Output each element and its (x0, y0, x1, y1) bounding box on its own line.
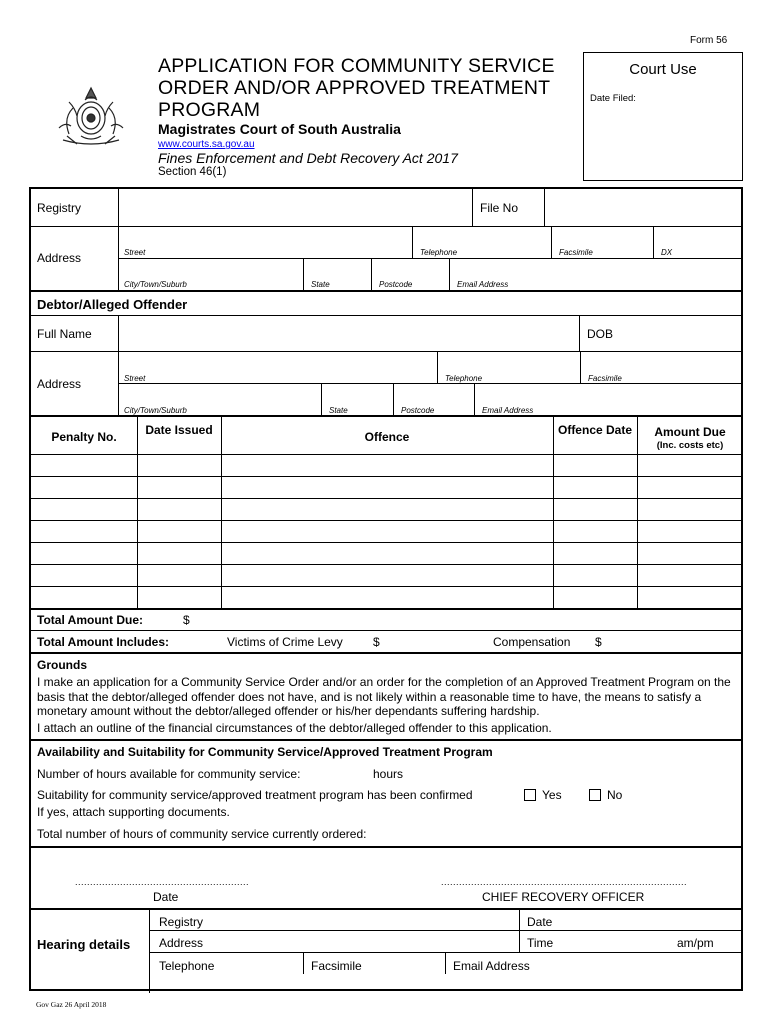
col-amount-due-title: Amount Due (654, 425, 726, 439)
officer-signature-line[interactable]: .................................................................................. (441, 877, 688, 887)
debtor-city-label: City/Town/Suburb (124, 406, 187, 415)
debtor-street-label: Street (124, 374, 146, 383)
hearing-telephone-label: Telephone (159, 959, 215, 973)
form-number: Form 56 (690, 35, 728, 46)
col-penalty-no: Penalty No. (51, 430, 117, 444)
total-includes-label: Total Amount Includes: (37, 635, 169, 649)
col-amount-due (637, 425, 743, 453)
suitability-label: Suitability for community service/approved treatment program has been confirmed (37, 788, 473, 802)
registry-label: Registry (37, 201, 82, 215)
grounds-text: I make an application for a Community Service Order and/or an order for the completion of an Approved Treatment Program on the basis that the debtor/alleged offender does not have, and is not likely within a reasonable time to have, the means to satisfy a monetary amount without the debtor/alleged offender or his/her dependants suffering hardship. (37, 675, 731, 718)
col-date-issued: Date Issued (145, 423, 213, 437)
registry-facsimile-label: Facsimile (559, 248, 593, 257)
compensation-currency: $ (595, 635, 602, 649)
full-name-field[interactable] (119, 315, 579, 351)
date-signature-line[interactable]: .......................................................... (75, 877, 250, 887)
registry-telephone-label: Telephone (420, 248, 458, 257)
debtor-facsimile-label: Facsimile (588, 374, 622, 383)
no-label: No (607, 788, 623, 802)
registry-email-label: Email Address (457, 280, 509, 289)
hours-available-label: Number of hours available for community service: (37, 767, 301, 781)
victims-levy-currency: $ (373, 635, 380, 649)
court-use-title: Court Use (629, 61, 697, 78)
victims-levy-label: Victims of Crime Levy (227, 635, 343, 649)
grounds-attach-text: I attach an outline of the financial circumstances of the debtor/alleged offender to this application. (37, 721, 552, 735)
form-title: APPLICATION FOR COMMUNITY SERVICE ORDER AND/OR APPROVED TREATMENT PROGRAM (158, 55, 555, 121)
hours-unit: hours (373, 767, 404, 781)
debtor-telephone-label: Telephone (445, 374, 483, 383)
chief-recovery-officer-label: CHIEF RECOVERY OFFICER (482, 890, 645, 904)
registry-field[interactable] (119, 189, 472, 226)
hearing-registry-label: Registry (159, 915, 204, 929)
form-frame (29, 187, 743, 991)
gazette-footer: Gov Gaz 26 April 2018 (36, 1000, 107, 1009)
dob-label: DOB (587, 327, 614, 341)
debtor-postcode-label: Postcode (401, 406, 435, 415)
hearing-ampm-label: am/pm (677, 936, 714, 950)
act-name: Fines Enforcement and Debt Recovery Act 2017 (158, 150, 458, 166)
grounds-title: Grounds (37, 658, 87, 672)
debtor-state-label: State (329, 406, 348, 415)
coat-of-arms-logo (55, 78, 127, 150)
court-name: Magistrates Court of South Australia (158, 121, 401, 137)
registry-state-label: State (311, 280, 330, 289)
total-due-currency: $ (183, 613, 190, 627)
section-reference: Section 46(1) (158, 166, 227, 178)
penalty-table-rows[interactable] (31, 455, 743, 607)
col-amount-due-sub: (Inc. costs etc) (656, 440, 724, 451)
full-name-label: Full Name (37, 327, 92, 341)
debtor-section-title: Debtor/Alleged Offender (37, 297, 188, 312)
hearing-email-label: Email Address (453, 959, 530, 973)
no-checkbox[interactable] (589, 789, 601, 801)
col-offence: Offence (364, 430, 410, 444)
hearing-time-label: Time (527, 936, 554, 950)
registry-address-label: Address (37, 251, 82, 265)
total-due-label: Total Amount Due: (37, 613, 143, 627)
date-filed-label: Date Filed: (590, 93, 636, 104)
file-no-field[interactable] (545, 189, 743, 226)
attach-note: If yes, attach supporting documents. (37, 805, 230, 819)
registry-street-label: Street (124, 248, 146, 257)
registry-dx-label: DX (661, 248, 673, 257)
availability-title: Availability and Suitability for Community Service/Approved Treatment Program (37, 745, 493, 759)
registry-postcode-label: Postcode (379, 280, 413, 289)
hearing-facsimile-label: Facsimile (311, 959, 362, 973)
court-use-box (583, 52, 743, 181)
total-hours-label: Total number of hours of community service currently ordered: (37, 827, 367, 841)
yes-checkbox[interactable] (524, 789, 536, 801)
court-website-link[interactable]: www.courts.sa.gov.au (158, 139, 255, 150)
signature-date-label: Date (153, 890, 179, 904)
hearing-date-label: Date (527, 915, 553, 929)
yes-label: Yes (542, 788, 562, 802)
hearing-details-title: Hearing details (37, 937, 131, 952)
file-no-label: File No (480, 201, 519, 215)
debtor-email-label: Email Address (482, 406, 534, 415)
compensation-label: Compensation (493, 635, 571, 649)
debtor-address-label: Address (37, 377, 82, 391)
registry-city-label: City/Town/Suburb (124, 280, 187, 289)
col-offence-date: Offence Date (557, 423, 633, 437)
hearing-address-label: Address (159, 936, 204, 950)
